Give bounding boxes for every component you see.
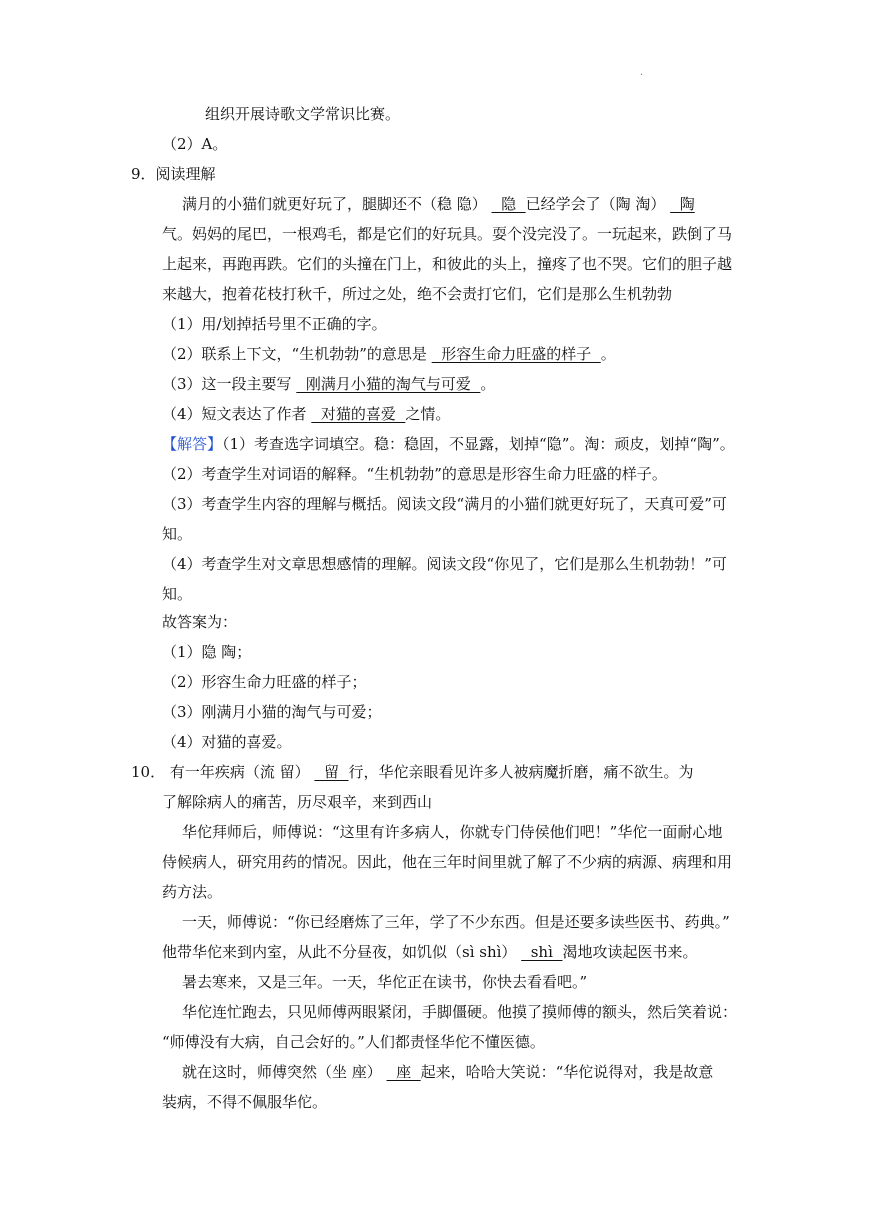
answer-blank: 留 [314, 763, 349, 781]
text-run: （1）考查选字词填空。稳：稳固，不显露，划掉“隐”。淘：顽皮，划掉“陶”。 [222, 435, 735, 453]
answer-label: 【解答】 [162, 435, 223, 453]
text-line [162, 642, 251, 662]
text-line [162, 284, 672, 304]
text-run: 气。妈妈的尾巴，一根鸡毛，都是它们的好玩具。耍个没完没了。一玩起来，跌倒了马 [162, 225, 733, 243]
text-run: 之情。 [405, 405, 451, 423]
text-run: 组织开展诗歌文学常识比赛。 [205, 105, 401, 123]
text-run: 了解除病人的痛苦，历尽艰辛，来到西山 [162, 793, 433, 811]
text-run: 上起来，再跑再跌。它们的头撞在门上，和彼此的头上，撞疼了也不哭。它们的胆子越 [162, 255, 733, 273]
text-line [182, 972, 587, 992]
text-run: （2）联系上下文，“生机勃勃”的意思是 [162, 345, 432, 363]
text-line [162, 314, 387, 334]
page-marker: · [640, 70, 644, 81]
text-line [162, 524, 192, 544]
text-line [162, 134, 227, 154]
text-run: 。 [480, 375, 496, 393]
text-run: 侍候病人，研究用药的情况。因此，他在三年时间里就了解了不少病的病源、病理和用 [162, 853, 733, 871]
text-run: 。 [600, 345, 616, 363]
text-run: （1）隐 陶； [162, 643, 252, 661]
text-line [162, 404, 450, 424]
text-line [182, 1002, 737, 1022]
text-run: 暑去寒来，又是三年。一天，华佗正在读书，你快去看看吧。” [182, 973, 588, 991]
text-run: 来越大，抱着花枝打秋千，所过之处，绝不会责打它们，它们是那么生机勃勃 [162, 285, 673, 303]
text-line [162, 702, 382, 722]
text-run: （3）刚满月小猫的淘气与可爱； [162, 703, 382, 721]
text-run: （4）考查学生对文章思想感情的理解。阅读文段“你见了，它们是那么生机勃勃！”可 [162, 555, 727, 573]
answer-blank: 对猫的喜爱 [311, 405, 406, 423]
text-line [162, 254, 732, 274]
text-line [162, 344, 616, 364]
text-run: 行，华佗亲眼看见许多人被病魔折磨，痛不欲生。为 [348, 763, 694, 781]
text-run: 故答案为： [162, 613, 238, 631]
text-line [162, 732, 292, 752]
text-run: （1）用/划掉括号里不正确的字。 [162, 315, 387, 333]
answer-blank: 刚满月小猫的淘气与可爱 [296, 375, 481, 393]
text-line [162, 882, 222, 902]
text-run: 渴地攻读起医书来。 [562, 943, 698, 961]
text-run: 装病，不得不佩服华佗。 [162, 1093, 328, 1111]
text-run: 起来，哈哈大笑说：“华佗说得对，我是故意 [420, 1063, 714, 1081]
text-line [131, 164, 216, 184]
answer-blank: shì [521, 943, 563, 961]
text-line [182, 194, 695, 214]
text-run: 华佗连忙跑去，只见师傅两眼紧闭，手脚僵硬。他摸了摸师傅的额头，然后笑着说： [182, 1003, 738, 1021]
text-run: （2）A。 [162, 135, 228, 153]
text-run: “师傅没有大病，自己会好的。”人们都责怪华佗不懂医德。 [162, 1033, 545, 1051]
text-line [162, 1032, 545, 1052]
text-run: 已经学会了（陶 淘） [525, 195, 671, 213]
text-line [182, 1062, 713, 1082]
text-run: 知。 [162, 585, 193, 603]
text-line [162, 584, 192, 604]
answer-blank: 形容生命力旺盛的样子 [431, 345, 601, 363]
text-line [162, 792, 432, 812]
text-run: （3）考查学生内容的理解与概括。阅读文段“满月的小猫们就更好玩了，天真可爱”可 [162, 495, 727, 513]
text-run: （2）考查学生对词语的解释。“生机勃勃”的意思是形容生命力旺盛的样子。 [162, 465, 667, 483]
text-run: 一天，师傅说：“你已经磨炼了三年，学了不少东西。但是还要多读些医书、药典。” [182, 913, 730, 931]
answer-blank: 陶 [670, 195, 695, 213]
text-line [182, 822, 722, 842]
text-run: 他带华佗来到内室，从此不分昼夜，如饥似（sì shì） [162, 943, 522, 961]
text-line [162, 612, 237, 632]
text-line [162, 224, 732, 244]
text-line [162, 1092, 327, 1112]
text-line [162, 554, 727, 574]
text-run: （4）短文表达了作者 [162, 405, 312, 423]
text-line [162, 464, 667, 484]
answer-blank: 隐 [491, 195, 526, 213]
text-line [162, 374, 495, 394]
text-run: （2）形容生命力旺盛的样子； [162, 673, 367, 691]
text-run: 知。 [162, 525, 193, 543]
text-line [162, 942, 697, 962]
text-line [162, 852, 732, 872]
text-line [205, 104, 400, 124]
text-line [162, 672, 367, 692]
text-run: 满月的小猫们就更好玩了，腿脚还不（稳 隐） [182, 195, 492, 213]
text-run: 就在这时，师傅突然（坐 座） [182, 1063, 387, 1081]
text-line [162, 434, 735, 454]
text-line [131, 762, 694, 782]
text-run: 9．阅读理解 [131, 165, 216, 183]
answer-blank: 座 [386, 1063, 421, 1081]
text-run: 华佗拜师后，师傅说：“这里有许多病人，你就专门侍侯他们吧！”华佗一面耐心地 [182, 823, 723, 841]
text-line [162, 494, 727, 514]
text-run: 药方法。 [162, 883, 223, 901]
text-run: （4）对猫的喜爱。 [162, 733, 292, 751]
text-run: （3）这一段主要写 [162, 375, 297, 393]
text-run: 10． 有一年疾病（流 留） [131, 763, 315, 781]
text-line [182, 912, 730, 932]
